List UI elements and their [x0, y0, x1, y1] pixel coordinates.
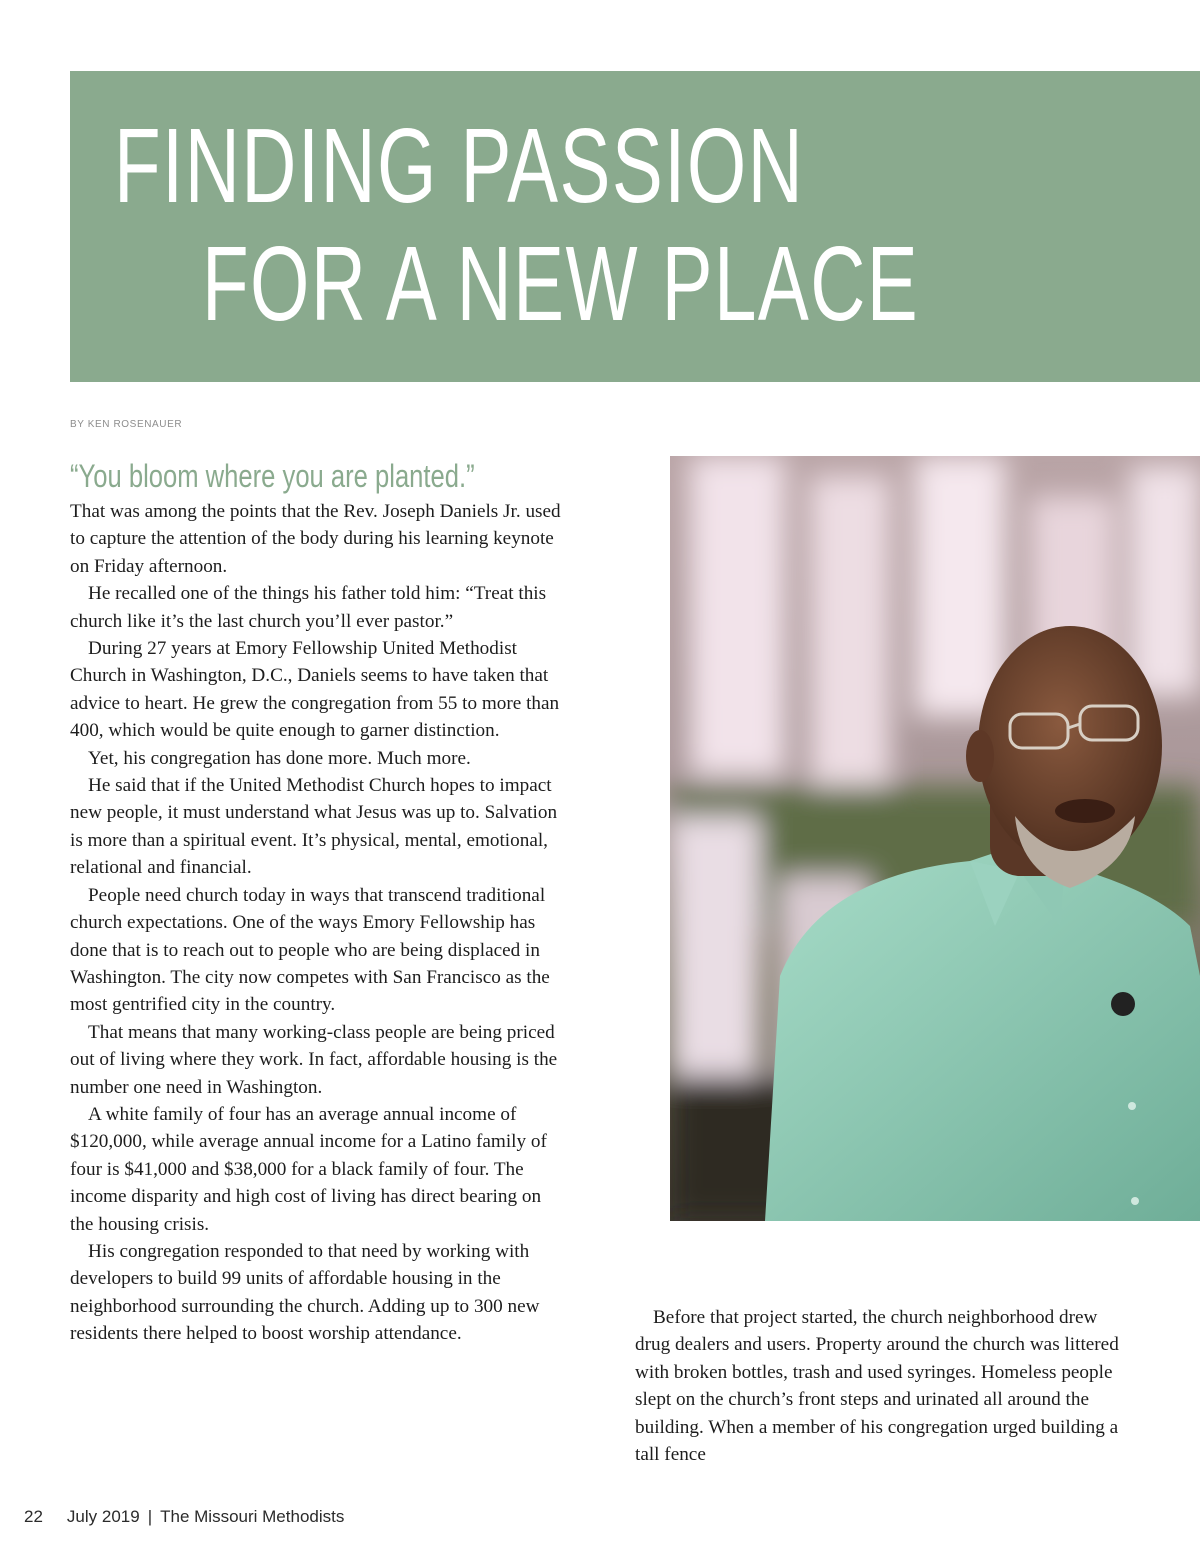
paragraph: He said that if the United Methodist Church hopes to impact new people, it must understand what Jesus was up to. Salvation is more than a spiritual event. It’s physical, mental, emotional, relational and financial.: [70, 775, 558, 879]
footer-separator: |: [147, 1507, 153, 1526]
paragraph: People need church today in ways that transcend traditional church expectations. One of the ways Emory Fellowship has done that is to reach out to people who are being displaced in Washington. The city now competes with San Francisco as the most gentrified city in the country.: [70, 884, 550, 1016]
paragraph: Yet, his congregation has done more. Much more.: [88, 747, 471, 769]
paragraph: Before that project started, the church neighborhood drew drug dealers and users. Property around the church was littered with broken bottles, trash and used syringes. Homeless people slept on the church’s front steps and urinated all around the building. When a member of his congregation urged building a tall fence: [635, 1307, 1119, 1466]
paragraph: That was among the points that the Rev. Joseph Daniels Jr. used to capture the attention of the body during his learning keynote on Friday afternoon.: [70, 501, 561, 577]
headline-line-2: FOR A NEW PLACE: [202, 225, 920, 343]
byline: BY KEN ROSENAUER: [70, 419, 183, 430]
article-column-left: [70, 498, 568, 1348]
speaker-photo: [670, 456, 1200, 1221]
paragraph: That means that many working-class people are being priced out of living where they work. In fact, affordable housing is the number one need in Washington.: [70, 1021, 558, 1098]
page-footer: [24, 1507, 344, 1527]
title-banner: [70, 71, 1200, 382]
paragraph: He recalled one of the things his father told him: “Treat this church like it’s the last church you’ll ever pastor.”: [70, 583, 547, 632]
headline-line-1: FINDING PASSION: [114, 107, 805, 225]
issue-date: July 2019: [66, 1507, 140, 1526]
paragraph: His congregation responded to that need by working with developers to build 99 units of affordable housing in the neighborhood surrounding the church. Adding up to 300 new residents there helped to boost worship attendance.: [70, 1240, 540, 1345]
article-column-right: [635, 1304, 1135, 1468]
publication-name: The Missouri Methodists: [160, 1507, 345, 1526]
paragraph: A white family of four has an average annual income of $120,000, while average annual income for a Latino family of four is $41,000 and $38,000 for a black family of four. The income disparity and high cost of living has direct bearing on the housing crisis.: [70, 1103, 547, 1235]
pull-quote: “You bloom where you are planted.”: [70, 458, 475, 494]
page-number: 22: [24, 1507, 43, 1526]
paragraph: During 27 years at Emory Fellowship United Methodist Church in Washington, D.C., Daniels seems to have taken that advice to heart. He grew the congregation from 55 to more than 400, which would be quite enough to garner distinction.: [70, 638, 560, 742]
